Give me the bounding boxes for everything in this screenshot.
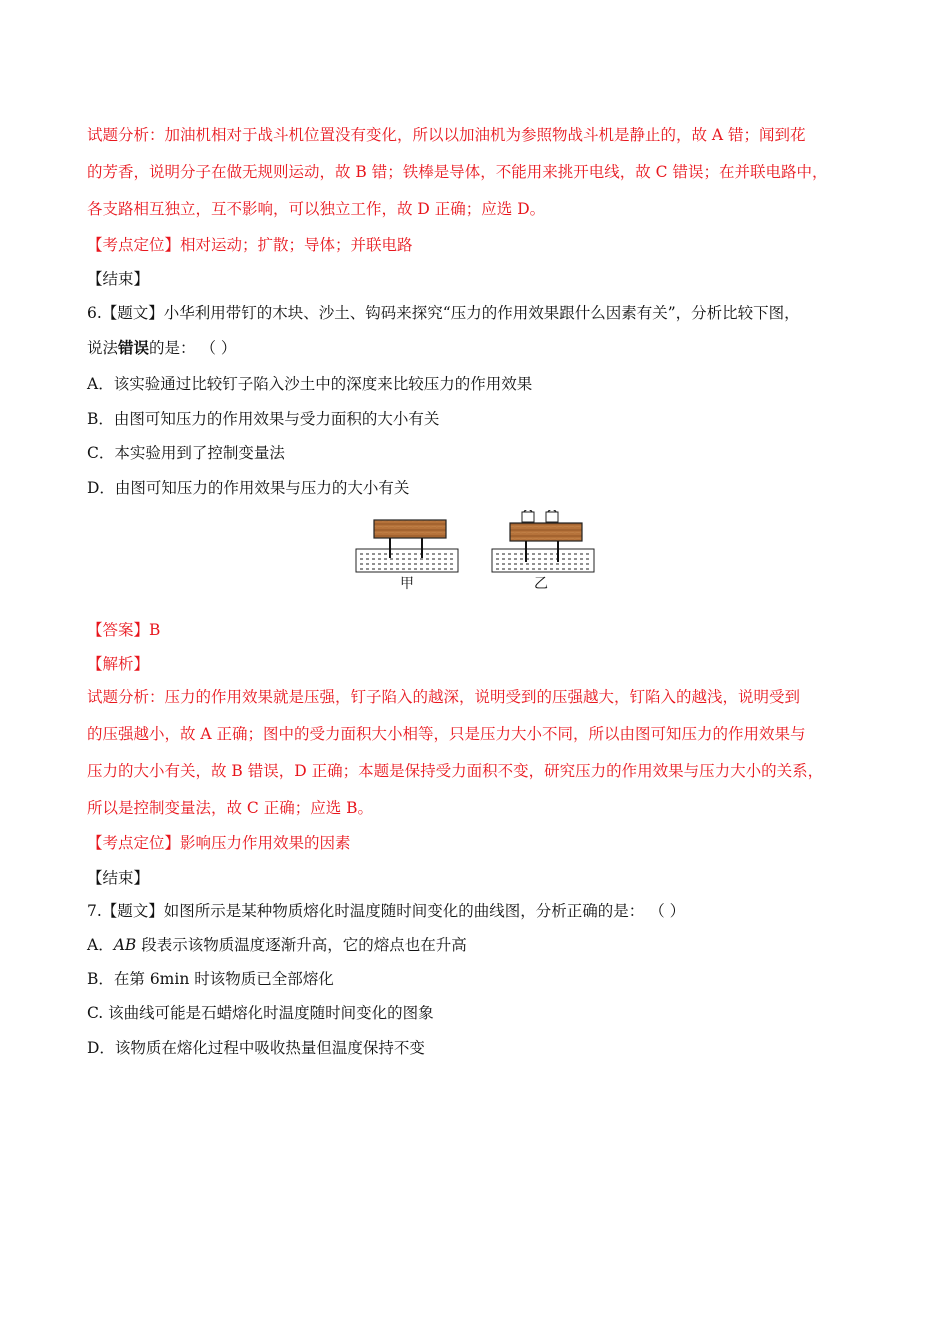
setup-jia xyxy=(356,520,458,572)
q6-option-d: D．由图可知压力的作用效果与压力的大小有关 xyxy=(87,479,410,497)
q6-stem-line-1: 6.【题文】小华利用带钉的木块、沙土、钩码来探究“压力的作用效果跟什么因素有关”，分析比较下图， xyxy=(87,304,800,322)
q6-analysis-line-2: 的压强越小，故 A 正确；图中的受力面积大小相等，只是压力大小不同，所以由图可知压力的作用效果与 xyxy=(87,725,806,743)
wood-block-jia xyxy=(374,520,446,538)
q6-end-marker: 【结束】 xyxy=(87,869,150,887)
wood-block-yi xyxy=(510,523,582,541)
sand-box-jia xyxy=(356,549,458,572)
q7-stem: 7.【题文】如图所示是某种物质熔化时温度随时间变化的曲线图，分析正确的是： （ ） xyxy=(87,902,686,920)
q7-option-a-italic: AB xyxy=(113,936,137,954)
weight-left-yi xyxy=(522,512,534,522)
q6-analysis-line-1: 试题分析：压力的作用效果就是压强，钉子陷入的越深，说明受到的压强越大，钉陷入的越浅，说明受到 xyxy=(87,688,801,706)
q6-analysis-line-3: 压力的大小有关，故 B 错误，D 正确；本题是保持受力面积不变，研究压力的作用效果与压力大小的关系， xyxy=(87,762,824,780)
q5-kaodian: 【考点定位】相对运动；扩散；导体；并联电路 xyxy=(87,236,413,254)
sand-box-yi xyxy=(492,549,594,572)
q6-stem-post: 的是： （ ） xyxy=(149,339,237,357)
q7-option-b: B．在第 6min 时该物质已全部熔化 xyxy=(87,970,334,988)
q6-answer: 【答案】B xyxy=(87,621,161,639)
setup-yi xyxy=(492,510,594,572)
q7-option-a xyxy=(87,934,877,956)
q5-analysis-line-2: 的芳香，说明分子在做无规则运动，故 B 错；铁棒是导体，不能用来挑开电线，故 C 错误；在并联电路中， xyxy=(87,163,828,181)
q6-jiexi: 【解析】 xyxy=(87,655,150,673)
q6-kaodian: 【考点定位】影响压力作用效果的因素 xyxy=(87,834,351,852)
weight-right-yi xyxy=(546,512,558,522)
nail-block-figure xyxy=(352,510,602,592)
q6-option-c: C．本实验用到了控制变量法 xyxy=(87,444,285,462)
q7-option-c: C. 该曲线可能是石蜡熔化时温度随时间变化的图象 xyxy=(87,1004,434,1022)
q6-option-b: B．由图可知压力的作用效果与受力面积的大小有关 xyxy=(87,410,440,428)
q5-analysis-line-1: 试题分析：加油机相对于战斗机位置没有变化，所以以加油机为参照物战斗机是静止的，故 A 错；闻到花 xyxy=(87,126,806,144)
q6-option-a: A．该实验通过比较钉子陷入沙土中的深度来比较压力的作用效果 xyxy=(87,375,533,393)
q5-analysis-line-3: 各支路相互独立，互不影响，可以独立工作，故 D 正确；应选 D。 xyxy=(87,200,546,218)
label-jia: 甲 xyxy=(400,576,414,592)
nail-block-diagram xyxy=(352,510,602,592)
label-yi: 乙 xyxy=(534,576,548,592)
q6-stem-pre: 说法 xyxy=(87,339,119,357)
q7-option-a-prefix: A． xyxy=(87,936,114,954)
q5-end-marker: 【结束】 xyxy=(87,270,150,288)
q6-stem-line-2 xyxy=(87,337,877,359)
q7-option-a-rest: 段表示该物质温度逐渐升高，它的熔点也在升高 xyxy=(136,936,467,954)
q7-option-d: D．该物质在熔化过程中吸收热量但温度保持不变 xyxy=(87,1039,425,1057)
q6-stem-bold: 错误 xyxy=(118,338,150,357)
q6-analysis-line-4: 所以是控制变量法，故 C 正确；应选 B。 xyxy=(87,799,374,817)
